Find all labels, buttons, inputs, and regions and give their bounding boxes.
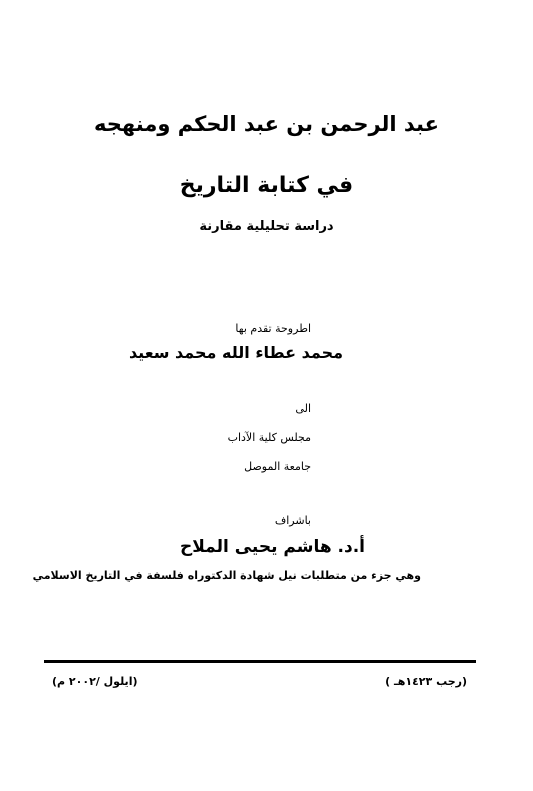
- council-name: مجلس كلية الآداب: [227, 431, 311, 444]
- horizontal-divider: [44, 660, 476, 663]
- to-label: الى: [295, 402, 311, 415]
- date-hijri: (رجب ١٤٢٣هـ ): [385, 675, 467, 688]
- supervisor-name: أ.د. هاشم يحيى الملاح: [180, 537, 365, 557]
- presented-by-label: اطروحة تقدم بها: [235, 322, 311, 335]
- thesis-title-line-1: عبد الرحمن بن عبد الحكم ومنهجه: [94, 112, 439, 136]
- author-name: محمد عطاء الله محمد سعيد: [128, 343, 343, 362]
- university-name: جامعة الموصل: [244, 460, 311, 473]
- degree-requirement-statement: وهي جزء من متطلبات نيل شهادة الدكتوراه فلسفة في التاريخ الاسلامي: [32, 569, 421, 582]
- date-gregorian: (ايلول /٢٠٠٢ م): [52, 675, 138, 688]
- supervision-label: باشراف: [274, 514, 311, 527]
- thesis-title-line-2: في كتابة التاريخ: [179, 173, 354, 198]
- thesis-subtitle: دراسة تحليلية مقارنة: [199, 219, 334, 234]
